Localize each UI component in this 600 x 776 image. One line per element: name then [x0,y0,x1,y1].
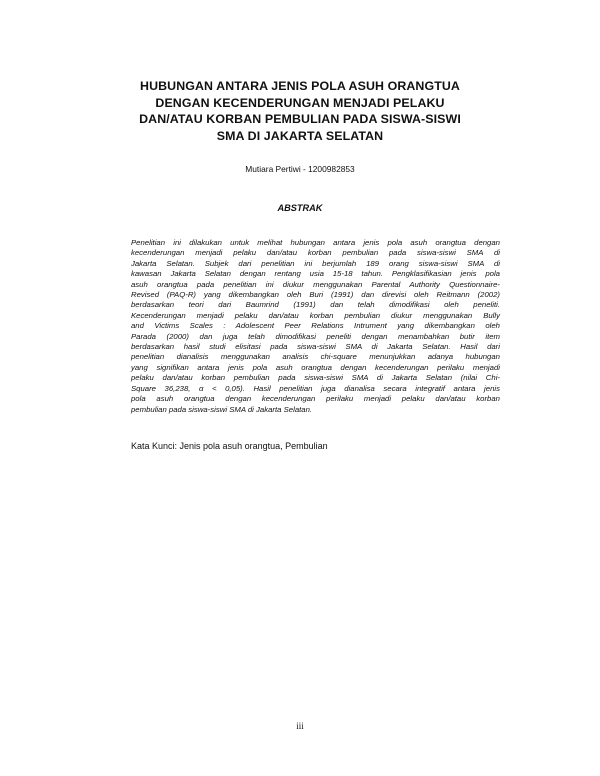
abstract-line: Revised (PAQ-R) yang dikembangkan oleh Buri (1991) dan direvisi oleh Reitmann (2002) [131,290,500,300]
abstract-line: berdasarkan hasil studi elisitasi pada siswa-siswi SMA di Jakarta Selatan. Hasil dari [131,342,500,352]
abstract-line: pola asuh orangtua dengan kecenderungan perilaku menjadi pelaku dan/atau korban [131,394,500,404]
title-line-3: DAN/ATAU KORBAN PEMBULIAN PADA SISWA-SISWI [139,112,461,126]
abstract-line: asuh orangtua pada penelitian ini diukur menggunakan Parental Authority Questionnaire- [131,279,500,289]
abstract-line: pelaku dan/atau korban pembulian pada siswa-siswi SMA di Jakarta Selatan (nilai Chi- [131,373,500,383]
author-line: Mutiara Pertiwi - 1200982853 [245,164,355,174]
abstract-line: Square 36,238, α < 0,05). Hasil penelitian juga dianalisa secara integratif antara jenis [131,383,500,393]
title-line-1: HUBUNGAN ANTARA JENIS POLA ASUH ORANGTUA [140,79,460,93]
abstract-line: berdasarkan teori dari Baumrind (1991) dan telah dimodifikasi oleh peneliti. [131,300,500,310]
abstract-line: Kecenderungan menjadi pelaku dan/atau korban pembulian diukur menggunakan Bully [131,310,500,320]
abstract-line: penelitian dianalisis menggunakan analisis chi-square menunjukkan adanya hubungan [131,352,500,362]
abstract-heading: ABSTRAK [277,203,323,213]
title-line-4: SMA DI JAKARTA SELATAN [216,128,384,143]
abstract-line: pembulian pada siswa-siswi SMA di Jakarta Selatan. [131,404,313,414]
abstract-line: Parada (2000) dan juga telah dimodifikasi peneliti dengan menambahkan butir item [131,331,500,341]
keywords-line: Kata Kunci: Jenis pola asuh orangtua, Pembulian [131,441,328,451]
abstract-line: yang signifikan antara jenis pola asuh orangtua dengan kecenderungan perilaku menjadi [131,362,500,372]
document-title [110,78,490,144]
abstract-line: Jakarta Selatan. Subjek dari penelitian ini berjumlah 189 orang siswa-siswi SMA di [131,258,500,268]
page-number: iii [296,721,304,731]
title-line-2: DENGAN KECENDERUNGAN MENJADI PELAKU [155,95,445,110]
abstract-line: and Victims Scales : Adolescent Peer Relations Intrument yang dikembangkan oleh [131,321,500,331]
abstract-line: kecenderungan menjadi pelaku dan/atau korban pembulian pada siswa-siswi SMA di [131,248,500,258]
abstract-line: Penelitian ini dilakukan untuk melihat hubungan antara jenis pola asuh orangtua dengan [131,238,500,247]
abstract-body [131,238,500,415]
abstract-line: kawasan Jakarta Selatan dengan rentang usia 15-18 tahun. Pengklasifikasian jenis pola [131,269,500,279]
